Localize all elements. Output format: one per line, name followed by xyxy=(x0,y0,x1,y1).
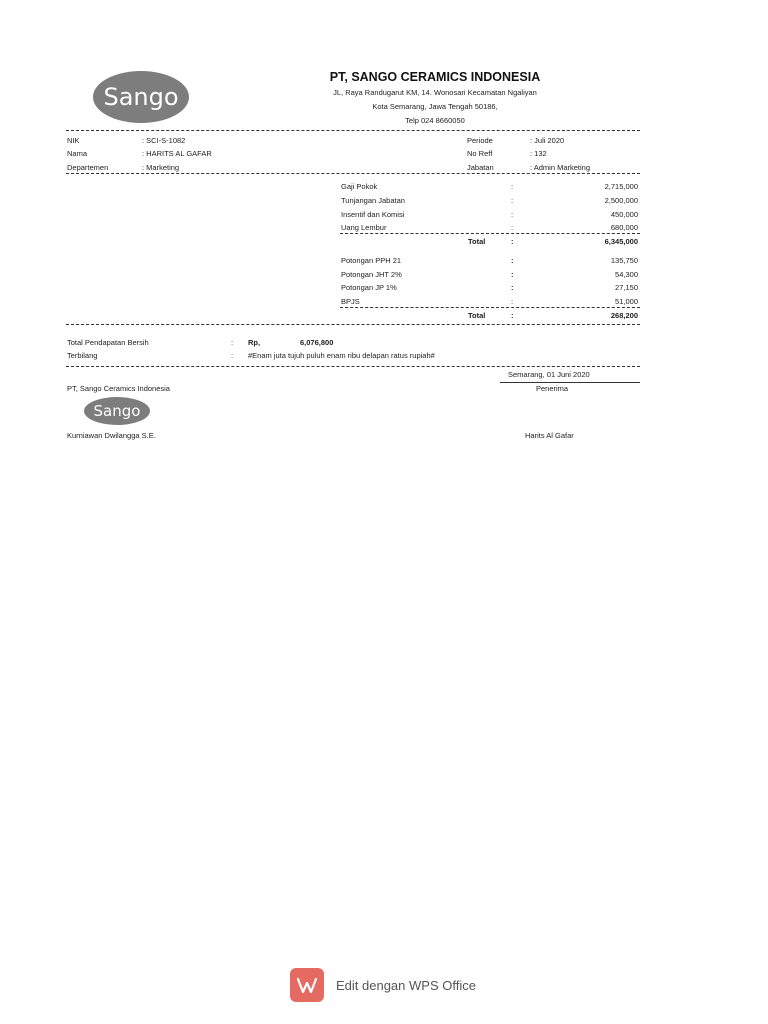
net-income-value: 6,076,800 xyxy=(300,338,334,347)
deduction-colon: : xyxy=(511,270,514,279)
departemen-value: : Marketing xyxy=(142,163,180,172)
deduction-total-value: 268,200 xyxy=(610,311,638,320)
deduction-colon: : xyxy=(511,297,514,306)
wps-office-badge[interactable] xyxy=(290,968,324,1002)
company-signer-name: Kurniawan Dwilangga S.E. xyxy=(67,431,156,440)
company-signature-label: PT, Sango Ceramics Indonesia xyxy=(67,384,170,393)
company-phone: Telp 024 8660050 xyxy=(405,116,465,125)
company-name: PT, SANGO CERAMICS INDONESIA xyxy=(329,70,541,84)
income-total-value: 6,345,000 xyxy=(604,237,638,246)
income-total-divider xyxy=(340,233,640,234)
deduction-value: 135,750 xyxy=(610,256,638,265)
jabatan-value: : Admin Marketing xyxy=(530,163,591,172)
deduction-label: Potongan PPH 21 xyxy=(341,256,402,265)
income-value: 450,000 xyxy=(610,210,638,219)
receiver-signature-label: Penerima xyxy=(536,384,569,393)
net-income-colon: : xyxy=(231,338,234,347)
net-income-label: Total Pendapatan Bersih xyxy=(67,338,149,347)
header-divider xyxy=(66,130,640,131)
place-date: Semarang, 01 Juni 2020 xyxy=(508,370,590,379)
net-income-currency: Rp, xyxy=(248,338,261,347)
company-stamp-logo xyxy=(84,397,150,425)
income-value: 2,715,000 xyxy=(604,182,638,191)
deduction-value: 54,300 xyxy=(615,270,638,279)
receiver-name: Harits Al Gafar xyxy=(525,431,574,440)
income-label: Tunjangan Jabatan xyxy=(341,196,405,205)
income-total-colon: : xyxy=(511,237,514,246)
nama-label: Nama xyxy=(67,149,88,158)
income-colon: : xyxy=(511,210,514,219)
company-stamp-logo-text: Sango xyxy=(93,402,141,420)
place-date-underline xyxy=(500,382,640,383)
totals-divider xyxy=(66,324,640,325)
income-colon: : xyxy=(511,182,514,191)
company-logo-text: Sango xyxy=(103,83,179,111)
deduction-value: 51,000 xyxy=(615,297,638,306)
income-label: Insentif dan Komisi xyxy=(341,210,405,219)
nik-value: : SCI-S-1082 xyxy=(142,136,186,145)
periode-value: : Juli 2020 xyxy=(530,136,565,145)
summary-divider xyxy=(66,366,640,367)
deduction-value: 27,150 xyxy=(615,283,638,292)
income-label: Gaji Pokok xyxy=(341,182,378,191)
income-value: 680,000 xyxy=(610,223,638,232)
income-value: 2,500,000 xyxy=(604,196,638,205)
jabatan-label: Jabatan xyxy=(467,163,494,172)
deduction-colon: : xyxy=(511,283,514,292)
deduction-total-label: Total xyxy=(468,311,486,320)
deduction-colon: : xyxy=(511,256,514,265)
deduction-label: Potongan JHT 2% xyxy=(341,270,402,279)
company-address-line-1: JL, Raya Randugarut KM, 14. Wonosari Kecamatan Ngaliyan xyxy=(333,88,537,97)
wps-logo-icon xyxy=(296,974,318,996)
income-label: Uang Lembur xyxy=(341,223,387,232)
amount-in-words-value: #Enam juta tujuh puluh enam ribu delapan ratus rupiah# xyxy=(248,351,435,360)
deduction-label: Potongan JP 1% xyxy=(341,283,397,292)
employee-divider xyxy=(66,173,640,174)
amount-in-words-colon: : xyxy=(231,351,234,360)
company-logo xyxy=(93,71,189,123)
periode-label: Periode xyxy=(467,136,493,145)
deduction-total-colon: : xyxy=(511,311,514,320)
nama-value: : HARITS AL GAFAR xyxy=(142,149,212,158)
income-total-label: Total xyxy=(468,237,486,246)
amount-in-words-label: Terbilang xyxy=(67,351,98,360)
noreff-label: No Reff xyxy=(467,149,493,158)
wps-office-link[interactable]: Edit dengan WPS Office xyxy=(336,978,476,993)
departemen-label: Departemen xyxy=(67,163,109,172)
company-address-line-2: Kota Semarang, Jawa Tengah 50186, xyxy=(372,102,498,111)
income-colon: : xyxy=(511,223,514,232)
deduction-label: BPJS xyxy=(341,297,360,306)
noreff-value: : 132 xyxy=(530,149,547,158)
nik-label: NIK xyxy=(67,136,80,145)
income-colon: : xyxy=(511,196,514,205)
deduction-total-divider xyxy=(340,307,640,308)
